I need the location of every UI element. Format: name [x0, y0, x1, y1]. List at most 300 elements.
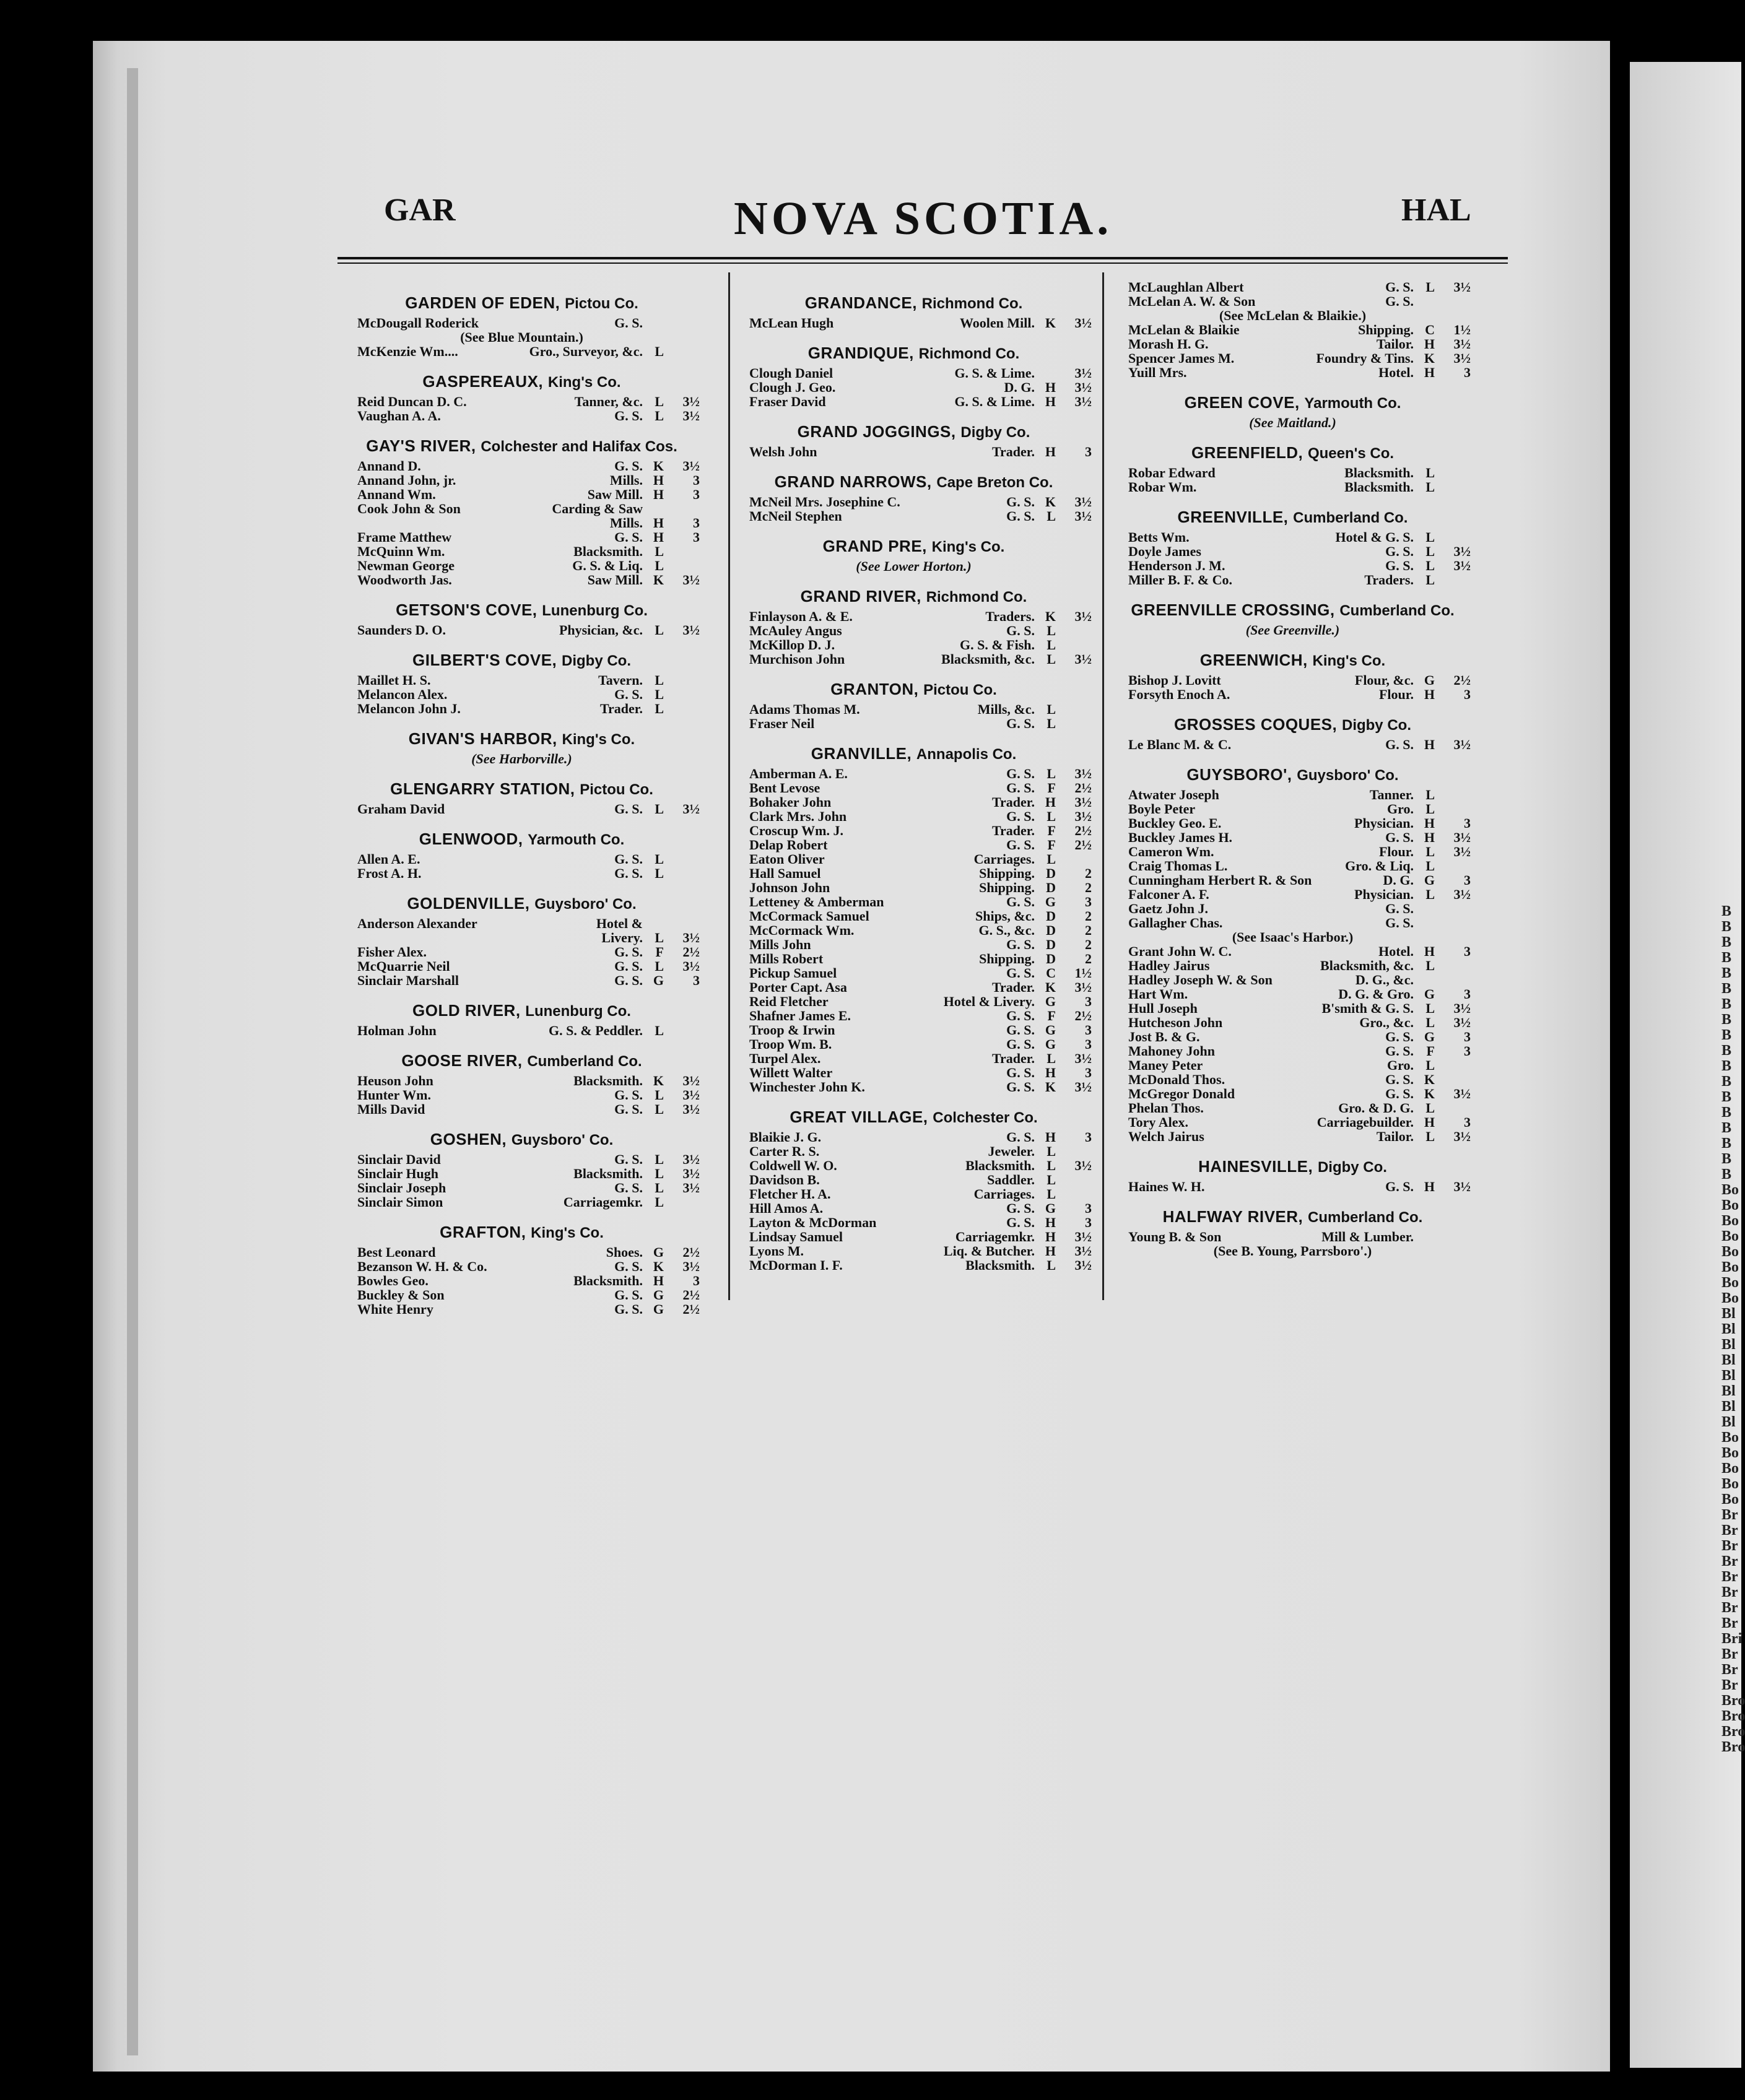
- listing-row: [1115, 1087, 1471, 1101]
- county-name: Queen's Co.: [1307, 445, 1395, 462]
- listing-name: Letteney & Amberman: [749, 894, 884, 909]
- listing-rating: L: [655, 687, 664, 702]
- listing-row: [344, 344, 700, 358]
- listing-occupation: G. S.: [614, 1287, 643, 1303]
- listing-rating: L: [1047, 651, 1056, 667]
- listing-row: [344, 1302, 700, 1316]
- listing-credit: 2½: [682, 1287, 700, 1303]
- listing-name: Pickup Samuel: [749, 965, 837, 981]
- listing-row: [736, 716, 1092, 731]
- listing-row: [344, 1288, 700, 1302]
- listing-credit: 3½: [682, 408, 700, 423]
- listing-occupation: Saw Mill.: [587, 487, 643, 502]
- listing-row: [344, 1074, 700, 1088]
- county-name: Pictou Co.: [923, 682, 997, 698]
- listing-row: [736, 652, 1092, 666]
- listing-occupation: Gro.: [1387, 1057, 1414, 1073]
- listing-row: [1115, 987, 1471, 1001]
- listing-occupation: Tailor.: [1376, 1129, 1414, 1144]
- facing-page-fragment: Br: [1721, 1677, 1738, 1693]
- listing-occupation: G. S.: [614, 315, 643, 331]
- listing-credit: 2½: [1074, 1008, 1092, 1023]
- listing-rating: H: [1045, 380, 1056, 395]
- facing-page-fragment: Bo: [1721, 1197, 1739, 1213]
- facing-page-fragment: Br: [1721, 1553, 1738, 1569]
- facing-page-fragment: Br: [1721, 1662, 1738, 1678]
- listing-name: Lindsay Samuel: [749, 1229, 843, 1244]
- listing-occupation: G. S.: [1006, 716, 1035, 731]
- listing-name: Clough J. Geo.: [749, 380, 836, 395]
- listing-name: Vaughan A. A.: [357, 408, 441, 423]
- listing-name: Coldwell W. O.: [749, 1158, 837, 1173]
- listing-rating: L: [1425, 1100, 1435, 1116]
- listing-rating: F: [1426, 1043, 1435, 1059]
- listing-rating: F: [1047, 780, 1056, 796]
- listing-occupation: G. S.: [1006, 623, 1035, 638]
- listing-occupation: Tavern.: [598, 672, 643, 688]
- listing-rating: L: [1047, 1158, 1056, 1173]
- listing-rating: L: [655, 851, 664, 867]
- listing-credit: 1½: [1453, 322, 1471, 337]
- listing-occupation: G. S.: [1006, 1200, 1035, 1216]
- listing-credit: 3½: [1453, 1086, 1471, 1101]
- county-name: Guysboro' Co.: [534, 896, 637, 913]
- facing-page-fragment: Br: [1721, 1600, 1738, 1616]
- listing-name: Sinclair Marshall: [357, 973, 459, 988]
- place-name: GOLD RIVER,: [412, 1001, 521, 1020]
- listing-row: [1115, 1230, 1471, 1244]
- listing-occupation: Ships, &c.: [975, 908, 1035, 924]
- listing-occupation: Hotel & Livery.: [943, 994, 1035, 1009]
- listing-name: Fisher Alex.: [357, 944, 427, 960]
- listing-row: [344, 959, 700, 973]
- listing-name: Adams Thomas M.: [749, 701, 860, 717]
- listing-row: [736, 909, 1092, 923]
- listing-name: Boyle Peter: [1128, 801, 1196, 817]
- listing-credit: 3: [693, 973, 700, 988]
- listing-credit: 3½: [1453, 1015, 1471, 1030]
- place-name: GLENWOOD,: [419, 830, 523, 848]
- listing-credit: 2½: [682, 1301, 700, 1317]
- listing-rating: L: [1047, 809, 1056, 824]
- listing-credit: 3½: [1453, 1129, 1471, 1144]
- listing-row: [736, 1023, 1092, 1037]
- listing-occupation: Mills, &c.: [977, 701, 1035, 717]
- listing-rating: C: [1425, 322, 1435, 337]
- listing-row: [344, 623, 700, 637]
- listing-occupation: Carriagebuilder.: [1316, 1114, 1414, 1130]
- listing-credit: 3½: [1074, 494, 1092, 510]
- listing-occupation: G. S.: [1006, 937, 1035, 952]
- page-title: NOVA SCOTIA.: [734, 193, 1113, 245]
- listing-credit: 3½: [1074, 979, 1092, 995]
- listing-row: [736, 1230, 1092, 1244]
- listing-rating: L: [655, 701, 664, 716]
- place-name: GREENVILLE,: [1177, 508, 1289, 526]
- listing-occupation: G. S.: [614, 1301, 643, 1317]
- listing-row: [1115, 1179, 1471, 1194]
- listing-rating: G: [1424, 1029, 1435, 1044]
- listing-credit: 3½: [682, 801, 700, 817]
- listing-occupation: Trader.: [599, 701, 643, 716]
- listing-credit: 3½: [682, 1180, 700, 1195]
- listing-row: [736, 766, 1092, 781]
- listing-row: [344, 1273, 700, 1288]
- place-heading: [344, 435, 700, 458]
- listing-name: Hunter Wm.: [357, 1087, 431, 1103]
- listing-name: Mills John: [749, 937, 811, 952]
- listing-rating: L: [655, 1194, 664, 1210]
- listing-row: [1115, 887, 1471, 901]
- listing-occupation: Gro.: [1387, 801, 1414, 817]
- listing-rating: L: [1047, 851, 1056, 867]
- listing-name: McLelan A. W. & Son: [1128, 293, 1256, 309]
- place-name: GREAT VILLAGE,: [790, 1108, 928, 1126]
- listing-row: [1115, 816, 1471, 830]
- listing-name: Spencer James M.: [1128, 350, 1235, 366]
- listing-row: [1115, 788, 1471, 802]
- place-heading: [736, 1106, 1092, 1129]
- listing-row: [736, 852, 1092, 866]
- listing-occupation: Blacksmith.: [573, 1166, 643, 1181]
- facing-page-fragment: Bo: [1721, 1244, 1739, 1260]
- listing-rating: L: [655, 344, 664, 359]
- listing-name: Welch Jairus: [1128, 1129, 1204, 1144]
- place-name: GRAND NARROWS,: [774, 472, 932, 491]
- listing-occupation: G. S.: [1385, 830, 1414, 845]
- place-name: GIVAN'S HARBOR,: [408, 729, 557, 748]
- listing-name: Reid Duncan D. C.: [357, 394, 467, 409]
- listing-name: McDonald Thos.: [1128, 1072, 1225, 1087]
- listing-occupation: G. S.: [614, 687, 643, 702]
- directory-column-3: [1115, 280, 1471, 1258]
- listing-rating: H: [1424, 737, 1435, 752]
- place-name: HAINESVILLE,: [1198, 1157, 1313, 1176]
- listing-credit: 3: [1464, 1114, 1471, 1130]
- facing-page-fragment: B: [1721, 1151, 1732, 1167]
- place-name: GREENWICH,: [1199, 651, 1308, 669]
- listing-name: McGregor Donald: [1128, 1086, 1235, 1101]
- listing-rating: G: [653, 1301, 664, 1317]
- cross-reference: (See B. Young, Parrsboro'.): [1213, 1243, 1372, 1259]
- listing-rating: G: [1424, 986, 1435, 1002]
- listing-rating: L: [655, 866, 664, 881]
- listing-row: [1115, 466, 1471, 480]
- listing-name: Cunningham Herbert R. & Son: [1128, 872, 1312, 888]
- listing-row: [736, 795, 1092, 809]
- place-name: GAY'S RIVER,: [366, 436, 476, 455]
- listing-row: [1115, 573, 1471, 587]
- facing-page-fragment: B: [1721, 1120, 1732, 1136]
- listing-row: [1115, 1129, 1471, 1143]
- place-name: HALFWAY RIVER,: [1162, 1207, 1303, 1226]
- header-left-key: GAR: [384, 193, 456, 228]
- listing-name: Falconer A. F.: [1128, 887, 1209, 902]
- listing-row: [344, 544, 700, 558]
- listing-occupation: G. S. & Liq.: [572, 558, 643, 573]
- listing-occupation: Saw Mill.: [587, 572, 643, 588]
- listing-name: Bohaker John: [749, 794, 832, 810]
- listing-row: [736, 937, 1092, 952]
- listing-rating: H: [1045, 1065, 1056, 1080]
- listing-occupation: G. S. & Lime.: [954, 394, 1035, 409]
- listing-name: Bowles Geo.: [357, 1273, 429, 1288]
- listing-rating: D: [1046, 922, 1056, 938]
- listing-credit: 3½: [1453, 844, 1471, 859]
- listing-rating: L: [1047, 637, 1056, 653]
- listing-name: Betts Wm.: [1128, 529, 1190, 545]
- listing-row: [736, 380, 1092, 394]
- listing-credit: 2½: [1074, 823, 1092, 838]
- place-heading: [1115, 506, 1471, 529]
- listing-name: Jost B. & G.: [1128, 1029, 1200, 1044]
- listing-row: [736, 994, 1092, 1009]
- facing-page-fragment: Bl: [1721, 1306, 1736, 1322]
- listing-name: Sinclair Simon: [357, 1194, 443, 1210]
- listing-name: Graham David: [357, 801, 445, 817]
- listing-name: Allen A. E.: [357, 851, 420, 867]
- listing-occupation: D. G. & Gro.: [1338, 986, 1414, 1002]
- listing-row: [736, 923, 1092, 937]
- listing-occupation: Foundry & Tins.: [1316, 350, 1414, 366]
- listing-rating: H: [1424, 365, 1435, 380]
- listing-name: Robar Edward: [1128, 465, 1216, 480]
- listing-occupation: G. S.: [1385, 1029, 1414, 1044]
- place-heading: [344, 1221, 700, 1244]
- listing-name: Cook John & Son: [357, 501, 461, 516]
- county-name: Pictou Co.: [565, 295, 638, 312]
- listing-row: [736, 702, 1092, 716]
- county-name: Digby Co.: [1341, 717, 1411, 734]
- listing-credit: 3: [1464, 815, 1471, 831]
- county-name: Cumberland Co.: [1307, 1209, 1423, 1226]
- listing-credit: 3½: [1074, 1229, 1092, 1244]
- listing-row: [736, 509, 1092, 523]
- listing-rating: L: [1425, 887, 1435, 902]
- listing-rating: H: [653, 529, 664, 545]
- listing-row: [1115, 337, 1471, 351]
- county-name: Pictou Co.: [580, 781, 653, 798]
- listing-occupation: G. S.: [614, 958, 643, 974]
- listing-name: Hutcheson John: [1128, 1015, 1223, 1030]
- listing-name: Tory Alex.: [1128, 1114, 1188, 1130]
- listing-rating: H: [1424, 336, 1435, 352]
- listing-credit: 3½: [1453, 830, 1471, 845]
- listing-occupation: G. S.: [614, 944, 643, 960]
- facing-page-fragment: Bo: [1721, 1491, 1739, 1508]
- listing-name: Anderson Alexander: [357, 916, 477, 931]
- listing-rating: L: [1047, 508, 1056, 524]
- place-name: GOSHEN,: [430, 1130, 507, 1148]
- listing-rating: L: [1047, 1051, 1056, 1066]
- county-name: King's Co.: [547, 374, 621, 391]
- listing-rating: D: [1046, 880, 1056, 895]
- place-heading: [736, 536, 1092, 558]
- listing-name: Porter Capt. Asa: [749, 979, 847, 995]
- listing-rating: L: [655, 930, 664, 945]
- listing-credit: 3: [1085, 1215, 1092, 1230]
- listing-name: Lyons M.: [749, 1243, 804, 1259]
- listing-occupation: G. S.: [1006, 894, 1035, 909]
- listing-rating: K: [653, 458, 664, 474]
- listing-name: Amberman A. E.: [749, 766, 848, 781]
- listing-row: [736, 1144, 1092, 1158]
- listing-occupation: Mill & Lumber.: [1321, 1229, 1414, 1244]
- county-name: Digby Co.: [960, 424, 1030, 441]
- listing-rating: L: [655, 408, 664, 423]
- listing-row: [736, 880, 1092, 895]
- listing-rating: L: [655, 1087, 664, 1103]
- listing-occupation: Hotel.: [1378, 944, 1414, 959]
- facing-page-fragment: Bo: [1721, 1213, 1739, 1229]
- facing-page-fragment: Bro: [1721, 1708, 1745, 1724]
- listing-credit: 2: [1085, 951, 1092, 966]
- cross-reference: (See Greenville.): [1245, 622, 1340, 638]
- listing-credit: 2½: [682, 944, 700, 960]
- listing-rating: G: [1045, 1022, 1056, 1038]
- listing-name: Troop Wm. B.: [749, 1036, 832, 1052]
- listing-name: Annand John, jr.: [357, 472, 456, 488]
- listing-occupation: G. S. & Peddler.: [549, 1023, 643, 1038]
- listing-occupation: Tanner.: [1369, 787, 1414, 802]
- listing-occupation: Trader.: [991, 1051, 1035, 1066]
- place-name: GREENFIELD,: [1191, 443, 1303, 462]
- listing-row: [1115, 351, 1471, 365]
- place-name: GRANTON,: [830, 680, 919, 698]
- facing-page-fragment: B: [1721, 1089, 1732, 1105]
- listing-name: McQuarrie Neil: [357, 958, 450, 974]
- listing-row: [344, 316, 700, 330]
- listing-rating: K: [653, 1259, 664, 1274]
- listing-occupation: G. S.: [614, 529, 643, 545]
- listing-rating: F: [1047, 1008, 1056, 1023]
- place-name: GARDEN OF EDEN,: [405, 293, 560, 312]
- listing-row: [344, 558, 700, 573]
- listing-credit: 3: [1085, 1022, 1092, 1038]
- listing-credit: 3½: [682, 572, 700, 588]
- listing-occupation: Gro. & D. G.: [1338, 1100, 1414, 1116]
- listing-occupation: Carriages.: [973, 1186, 1035, 1202]
- facing-page-fragment: B: [1721, 1135, 1732, 1152]
- listing-name: Buckley Geo. E.: [1128, 815, 1222, 831]
- place-heading: [344, 649, 700, 672]
- listing-name: Delap Robert: [749, 837, 828, 853]
- listing-rating: L: [1425, 844, 1435, 859]
- listing-row: [1115, 558, 1471, 573]
- directory-column-1: [344, 280, 700, 1316]
- listing-row: [736, 1037, 1092, 1051]
- listing-row: [1115, 480, 1471, 494]
- listing-row: [1115, 1015, 1471, 1030]
- listing-occupation: G. S.: [1385, 915, 1414, 931]
- listing-row: [1115, 687, 1471, 701]
- listing-occupation: G. S.: [614, 1101, 643, 1117]
- listing-name: Newman George: [357, 558, 455, 573]
- listing-occupation: G. S.: [1006, 766, 1035, 781]
- listing-occupation: Physician.: [1354, 815, 1414, 831]
- listing-occupation: Woolen Mill.: [960, 315, 1035, 331]
- listing-name: Miller B. F. & Co.: [1128, 572, 1233, 588]
- listing-row: [736, 1244, 1092, 1258]
- listing-name: Haines W. H.: [1128, 1179, 1205, 1194]
- listing-credit: 3½: [1074, 1257, 1092, 1273]
- listing-row: [736, 316, 1092, 330]
- facing-page-fragment: Br: [1721, 1522, 1738, 1538]
- facing-page-fragment: Bri: [1721, 1631, 1743, 1647]
- listing-rating: K: [1045, 609, 1056, 624]
- listing-occupation: G. S.: [1006, 1129, 1035, 1145]
- facing-page-fragment: Br: [1721, 1584, 1738, 1600]
- listing-credit: 3½: [682, 958, 700, 974]
- listing-occupation: G. S.: [1006, 1065, 1035, 1080]
- listing-row: [736, 1065, 1092, 1080]
- place-heading: [1115, 392, 1471, 414]
- listing-occupation: Trader.: [991, 979, 1035, 995]
- place-heading: [736, 421, 1092, 443]
- listing-occupation: Trader.: [991, 823, 1035, 838]
- listing-occupation: G. S.: [1385, 901, 1414, 916]
- place-name: GRAFTON,: [440, 1223, 526, 1241]
- listing-row: [1115, 530, 1471, 544]
- listing-row: [1115, 1044, 1471, 1058]
- listing-rating: H: [1045, 1243, 1056, 1259]
- listing-credit: 3½: [1453, 279, 1471, 295]
- listing-occupation: G. S.: [614, 408, 643, 423]
- listing-row: [1115, 944, 1471, 958]
- listing-rating: D: [1046, 937, 1056, 952]
- listing-row: [344, 1152, 700, 1166]
- listing-row: [736, 1080, 1092, 1094]
- listing-rating: L: [1425, 529, 1435, 545]
- facing-page-fragment: Bro: [1721, 1693, 1745, 1709]
- listing-name: McLean Hugh: [749, 315, 834, 331]
- place-name: GRANDANCE,: [804, 293, 917, 312]
- listing-rating: D: [1046, 908, 1056, 924]
- listing-credit: 2½: [1453, 672, 1471, 688]
- listing-rating: L: [1425, 1015, 1435, 1030]
- place-name: GASPEREAUX,: [422, 372, 544, 391]
- place-heading: [344, 728, 700, 750]
- listing-rating: L: [1425, 479, 1435, 495]
- listing-rating: L: [655, 958, 664, 974]
- listing-rating: G: [1045, 1200, 1056, 1216]
- listing-name: Eaton Oliver: [749, 851, 825, 867]
- listing-row: [1115, 901, 1471, 916]
- listing-rating: H: [1424, 687, 1435, 702]
- listing-rating: L: [1425, 1057, 1435, 1073]
- listing-row: [344, 931, 700, 945]
- listing-name: Annand D.: [357, 458, 421, 474]
- listing-row: [736, 895, 1092, 909]
- place-name: GOLDENVILLE,: [407, 894, 530, 913]
- listing-credit: 3: [693, 487, 700, 502]
- listing-name: Forsyth Enoch A.: [1128, 687, 1230, 702]
- listing-occupation: G. S., &c.: [978, 922, 1035, 938]
- cross-reference: (See McLelan & Blaikie.): [1219, 308, 1367, 323]
- facing-page-fragment: Bo: [1721, 1290, 1739, 1306]
- listing-occupation: G. S.: [614, 1180, 643, 1195]
- place-name: GUYSBORO',: [1186, 765, 1292, 784]
- county-name: King's Co.: [562, 731, 635, 748]
- listing-rating: L: [1425, 1000, 1435, 1016]
- listing-name: Saunders D. O.: [357, 622, 446, 638]
- listing-name: Le Blanc M. & C.: [1128, 737, 1232, 752]
- listing-occupation: Jeweler.: [988, 1143, 1035, 1159]
- listing-name: McQuinn Wm.: [357, 544, 445, 559]
- facing-page-fragment: Bl: [1721, 1352, 1736, 1368]
- listing-occupation: G. S. & Fish.: [959, 637, 1035, 653]
- listing-name: Melancon John J.: [357, 701, 461, 716]
